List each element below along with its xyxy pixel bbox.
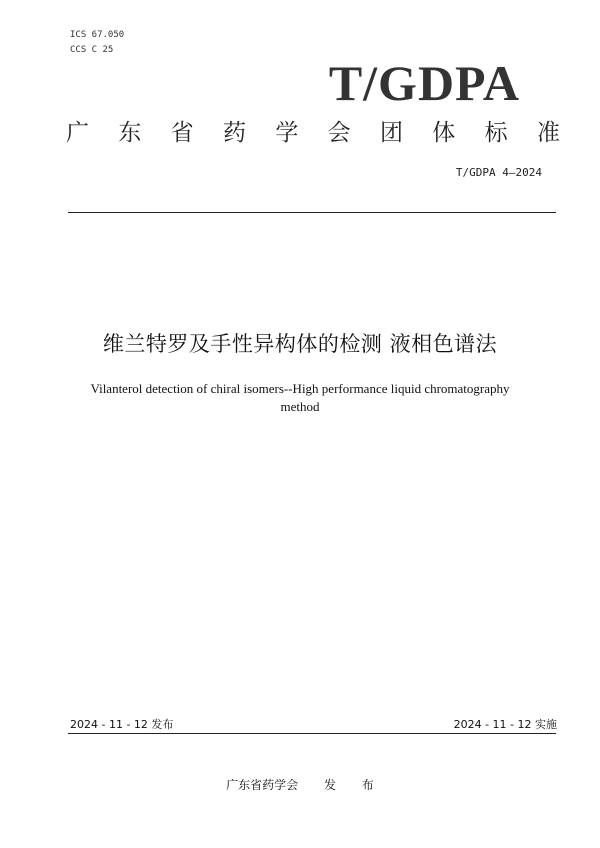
standard-type-char: 体 [432, 120, 456, 146]
title-english [60, 380, 540, 416]
title-english-line: Vilanterol detection of chiral isomers--High performance liquid chromatography [90, 381, 510, 396]
standard-logo: T/GDPA [328, 55, 520, 111]
implementation-date: 2024 - 11 - 12 实施 [453, 718, 557, 731]
header-divider [68, 212, 556, 213]
standard-type-char: 学 [275, 120, 299, 146]
standard-type-char: 团 [379, 120, 403, 146]
standard-type-char: 标 [484, 120, 508, 146]
standard-type-char: 东 [118, 120, 142, 146]
standard-type-char: 广 [66, 120, 89, 146]
issue-date: 2024 - 11 - 12 发布 [70, 718, 174, 731]
standard-type-char: 会 [327, 120, 351, 146]
standard-type-heading [66, 114, 560, 147]
standard-type-char: 准 [536, 120, 560, 146]
ics-code: ICS 67.050 [70, 30, 125, 40]
issuer: 广东省药学会 发 布 [226, 778, 374, 792]
standard-type-char: 省 [170, 120, 194, 146]
title-english-line: method [280, 399, 320, 414]
standard-type-char: 药 [222, 120, 246, 146]
footer-divider [68, 733, 556, 734]
standard-number: T/GDPA 4—2024 [455, 166, 542, 179]
title-chinese: 维兰特罗及手性异构体的检测 液相色谱法 [102, 332, 498, 356]
ccs-code: CCS C 25 [70, 45, 114, 55]
date-row [70, 716, 557, 732]
